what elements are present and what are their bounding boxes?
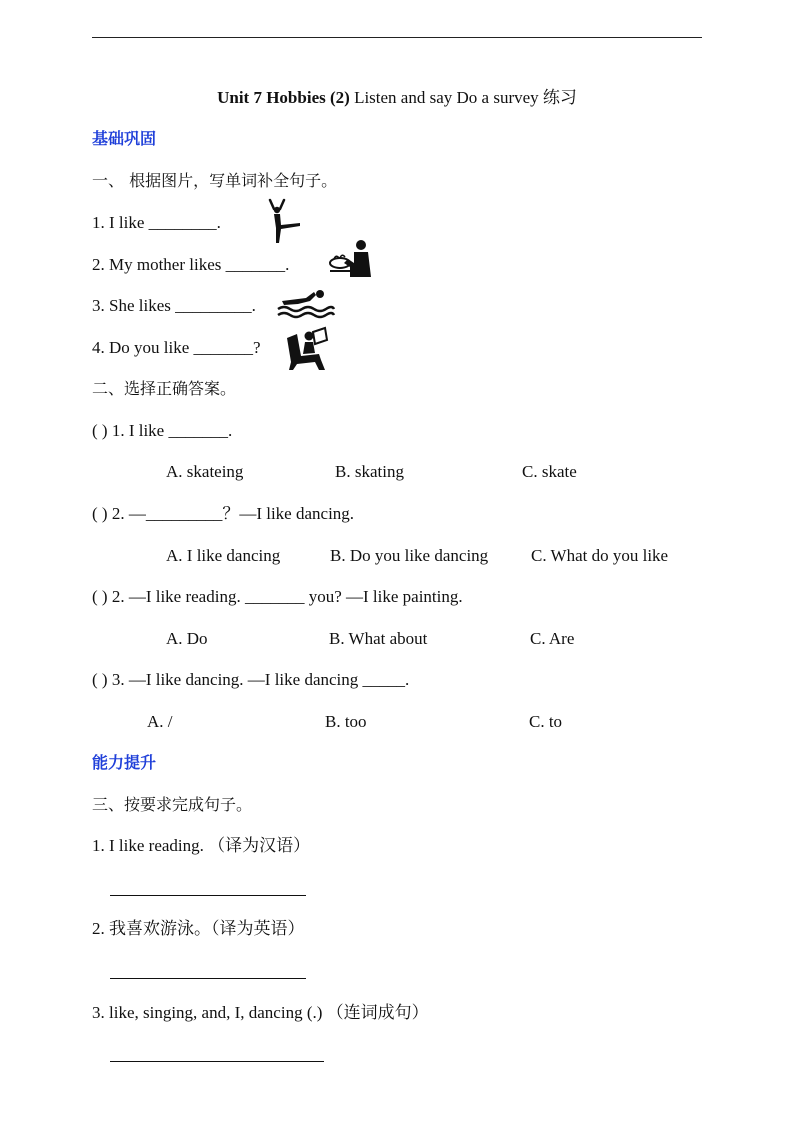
section-advanced-heading: 能力提升 xyxy=(92,753,157,772)
dancing-figure-icon xyxy=(266,197,306,245)
section-basic-heading: 基础巩固 xyxy=(92,129,157,148)
answer-line-3[interactable] xyxy=(110,1061,324,1062)
part1-item-2: 2. My mother likes _______. xyxy=(92,255,290,274)
title-bold: Unit 7 Hobbies (2) xyxy=(217,88,350,107)
part2-q1-option-b: B. skating xyxy=(335,462,404,481)
title-rest: Listen and say Do a survey 练习 xyxy=(349,88,577,107)
part3-item-3: 3. like, singing, and, I, dancing (.) （连词成句） xyxy=(92,1003,429,1022)
part2-question-1: ( ) 1. I like _______. xyxy=(92,421,233,440)
part3-heading: 三、按要求完成句子。 xyxy=(92,795,253,814)
part2-question-2: ( ) 2. —_________？—I like dancing. xyxy=(92,504,355,523)
part2-q3-option-c: C. Are xyxy=(530,629,575,648)
page-title xyxy=(0,88,794,108)
part3-item-2: 2. 我喜欢游泳。（译为英语） xyxy=(92,919,305,938)
part2-q4-option-a: A. / xyxy=(147,712,173,731)
part2-q2-option-b: B. Do you like dancing xyxy=(330,546,489,565)
part1-item-1: 1. I like ________. xyxy=(92,213,221,232)
part2-q3-option-b: B. What about xyxy=(329,629,428,648)
header-rule xyxy=(92,37,702,38)
answer-line-2[interactable] xyxy=(110,978,306,979)
part2-question-4: ( ) 3. —I like dancing. —I like dancing _____. xyxy=(92,670,410,689)
part2-q4-option-b: B. too xyxy=(325,712,367,731)
part2-q3-option-a: A. Do xyxy=(166,629,208,648)
part3-item-1: 1. I like reading. （译为汉语） xyxy=(92,836,311,855)
answer-line-1[interactable] xyxy=(110,895,306,896)
part1-item-4: 4. Do you like _______? xyxy=(92,338,261,357)
cooking-figure-icon xyxy=(326,237,374,279)
part2-q2-option-c: C. What do you like xyxy=(531,546,669,565)
part2-q4-option-c: C. to xyxy=(529,712,563,731)
part1-heading: 一、 根据图片，写单词补全句子。 xyxy=(92,171,338,190)
swimming-figure-icon xyxy=(276,285,336,319)
part2-question-3: ( ) 2. —I like reading. _______ you? —I like painting. xyxy=(92,587,463,606)
part1-item-3: 3. She likes _________. xyxy=(92,296,256,315)
part2-heading: 二、选择正确答案。 xyxy=(92,379,237,398)
part2-q2-option-a: A. I like dancing xyxy=(166,546,281,565)
part2-q1-option-a: A. skateing xyxy=(166,462,244,481)
reading-figure-icon xyxy=(285,326,331,372)
part2-q1-option-c: C. skate xyxy=(522,462,577,481)
